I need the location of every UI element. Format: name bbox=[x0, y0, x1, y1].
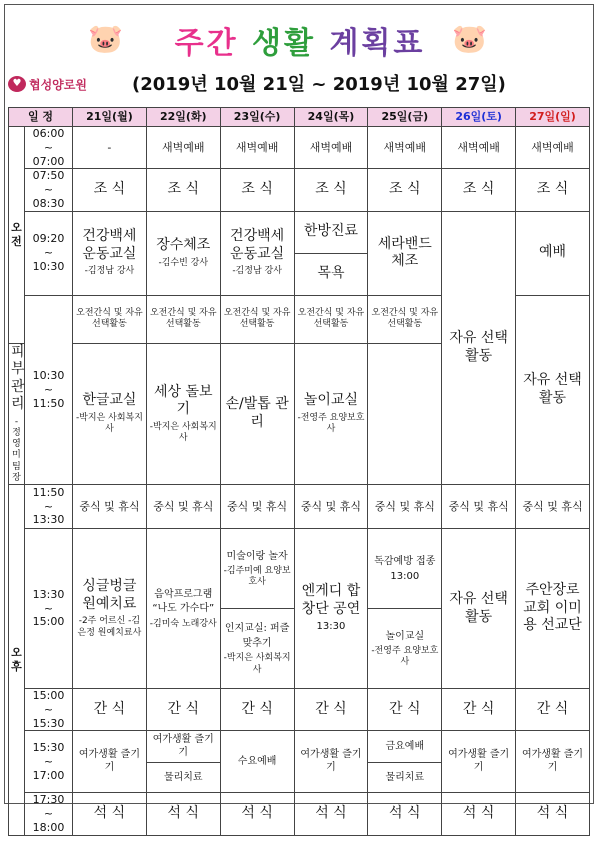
cell-tue: 장수체조 -김수빈 강사 bbox=[146, 211, 220, 295]
cell-meal: 중식 및 휴식 bbox=[220, 485, 294, 529]
cell-thu: 목욕 bbox=[294, 253, 368, 295]
table-row bbox=[9, 529, 590, 609]
table-row bbox=[9, 211, 590, 253]
cell-meal: 조 식 bbox=[516, 169, 590, 211]
cell-meal: 중식 및 휴식 bbox=[294, 485, 368, 529]
cell-tue: 음악프로그램 “나도 가수다” -김미숙 노래강사 bbox=[146, 529, 220, 689]
page-title: 주간 생활 계획표 bbox=[174, 26, 426, 61]
col-sat: 26일(토) bbox=[442, 108, 516, 127]
cell-meal: 석 식 bbox=[146, 793, 220, 835]
schedule-period: (2019년 10월 21일 ~ 2019년 10월 27일) bbox=[132, 74, 506, 95]
cell-meal: 석 식 bbox=[442, 793, 516, 835]
cell-sun: 주안장로 교회 이미용 선교단 bbox=[516, 529, 590, 689]
cell-meal: 조 식 bbox=[368, 169, 442, 211]
cell-sat: 여가생활 즐기기 bbox=[442, 731, 516, 793]
time-cell: 10:30 ~ 11:50 bbox=[25, 295, 73, 485]
cell-meal: 조 식 bbox=[442, 169, 516, 211]
cell-meal: 조 식 bbox=[146, 169, 220, 211]
org-logo bbox=[8, 72, 87, 96]
cell-thu: 여가생활 즐기기 bbox=[294, 731, 368, 793]
time-cell: 15:30 ~ 17:00 bbox=[25, 731, 73, 793]
cell-sat: 새벽예배 bbox=[442, 127, 516, 169]
header-row bbox=[9, 108, 590, 127]
cell-mon: 싱글벙글 원예치료 -2주 어르신 -김은정 원예치료사 bbox=[73, 529, 147, 689]
cell-wed: 건강백세 운동교실 -김정남 강사 bbox=[220, 211, 294, 295]
table-row bbox=[9, 485, 590, 529]
cell-wed: 오전간식 및 자유선택활동 bbox=[220, 295, 294, 343]
col-mon: 21일(월) bbox=[73, 108, 147, 127]
cell-tue: 오전간식 및 자유선택활동 bbox=[146, 295, 220, 343]
cell-meal: 석 식 bbox=[516, 793, 590, 835]
cell-snack: 간 식 bbox=[146, 689, 220, 731]
time-cell: 07:50 ~ 08:30 bbox=[25, 169, 73, 211]
col-fri: 25일(금) bbox=[368, 108, 442, 127]
cell-meal: 중식 및 휴식 bbox=[442, 485, 516, 529]
cell-sun: 자유 선택 활동 bbox=[516, 295, 590, 485]
cell-snack: 간 식 bbox=[220, 689, 294, 731]
pm-label: 오후 bbox=[9, 485, 25, 836]
cell-wed: 새벽예배 bbox=[220, 127, 294, 169]
cell-meal: 중식 및 휴식 bbox=[73, 485, 147, 529]
cell-tue: 한글교실 -박지은 사회복지사 bbox=[73, 343, 147, 485]
pig-face-icon: 🐷 bbox=[452, 22, 487, 55]
cell-meal: 중식 및 휴식 bbox=[368, 485, 442, 529]
cell-fri: 놀이교실 -전영주 요양보호사 bbox=[294, 343, 368, 485]
weekly-schedule-table bbox=[8, 107, 590, 836]
col-schedule: 일 정 bbox=[9, 108, 73, 127]
time-cell: 17:30 ~ 18:00 bbox=[25, 793, 73, 835]
cell-snack: 간 식 bbox=[73, 689, 147, 731]
cell-thu: 오전간식 및 자유선택활동 bbox=[294, 295, 368, 343]
time-cell: 06:00 ~ 07:00 bbox=[25, 127, 73, 169]
cell-fri: 물리치료 bbox=[368, 763, 442, 793]
cell-wed: 인지교실: 퍼즐맞추기 -박지은 사회복지사 bbox=[220, 609, 294, 689]
cell-sun: 새벽예배 bbox=[516, 127, 590, 169]
cell-thu: 엔게디 합창단 공연 13:30 bbox=[294, 529, 368, 689]
cell-fri: 오전간식 및 자유선택활동 bbox=[368, 295, 442, 343]
time-cell: 13:30 ~ 15:00 bbox=[25, 529, 73, 689]
cell-tue: 여가생활 즐기기 bbox=[146, 731, 220, 763]
cell-mon: - bbox=[73, 127, 147, 169]
cell-thu: 한방진료 bbox=[294, 211, 368, 253]
cell-mon: 피부관리 -정영미 팀장 bbox=[9, 343, 25, 485]
cell-sat: 자유 선택 활동 bbox=[442, 529, 516, 689]
cell-tue: 물리치료 bbox=[146, 763, 220, 793]
cell-fri: 금요예배 bbox=[368, 731, 442, 763]
time-cell: 15:00 ~ 15:30 bbox=[25, 689, 73, 731]
cell-thu: 손/발톱 관리 bbox=[220, 343, 294, 485]
cell-wed: 수요예배 bbox=[220, 731, 294, 793]
cell-meal: 석 식 bbox=[73, 793, 147, 835]
table-row bbox=[9, 127, 590, 169]
col-sun: 27일(일) bbox=[516, 108, 590, 127]
cell-mon: 오전간식 및 자유선택활동 bbox=[73, 295, 147, 343]
cell-meal: 조 식 bbox=[73, 169, 147, 211]
table-row bbox=[9, 793, 590, 835]
cell-sun: 여가생활 즐기기 bbox=[516, 731, 590, 793]
cell-wed: 세상 돌보기 -박지은 사회복지사 bbox=[146, 343, 220, 485]
cell-meal: 석 식 bbox=[220, 793, 294, 835]
cell-fri: 독감예방 접종 13:00 bbox=[368, 529, 442, 609]
cell-snack: 간 식 bbox=[294, 689, 368, 731]
cell-snack: 간 식 bbox=[368, 689, 442, 731]
col-tue: 22일(화) bbox=[146, 108, 220, 127]
cell-mon: 여가생활 즐기기 bbox=[73, 731, 147, 793]
pig-face-icon: 🐷 bbox=[88, 22, 123, 55]
cell-meal: 석 식 bbox=[294, 793, 368, 835]
cell-meal: 석 식 bbox=[368, 793, 442, 835]
cell-snack: 간 식 bbox=[516, 689, 590, 731]
cell-thu: 새벽예배 bbox=[294, 127, 368, 169]
cell-sat: 자유 선택 활동 bbox=[442, 211, 516, 485]
cell-sun: 예배 bbox=[516, 211, 590, 295]
cell-mon: 건강백세 운동교실 -김정남 강사 bbox=[73, 211, 147, 295]
cell-meal: 조 식 bbox=[220, 169, 294, 211]
cell-snack: 간 식 bbox=[442, 689, 516, 731]
table-row bbox=[9, 731, 590, 763]
am-label: 오전 bbox=[9, 127, 25, 344]
time-cell: 11:50 ~ 13:30 bbox=[25, 485, 73, 529]
cell-meal: 중식 및 휴식 bbox=[146, 485, 220, 529]
cell-fri: 세라밴드 체조 bbox=[368, 211, 442, 295]
cell-tue: 새벽예배 bbox=[146, 127, 220, 169]
cell-fri: 놀이교실 -전영주 요양보호사 bbox=[368, 609, 442, 689]
table-row bbox=[9, 689, 590, 731]
cell-wed: 미술이랑 놀자 -김주미예 요양보호사 bbox=[220, 529, 294, 609]
cell-meal: 중식 및 휴식 bbox=[516, 485, 590, 529]
heart-logo-icon: ♥ bbox=[8, 76, 26, 92]
cell-meal: 조 식 bbox=[294, 169, 368, 211]
col-wed: 23일(수) bbox=[220, 108, 294, 127]
cell-fri: 새벽예배 bbox=[368, 127, 442, 169]
time-cell: 09:20 ~ 10:30 bbox=[25, 211, 73, 295]
table-row bbox=[9, 169, 590, 211]
col-thu: 24일(목) bbox=[294, 108, 368, 127]
org-name: 협성양로원 bbox=[29, 77, 87, 92]
